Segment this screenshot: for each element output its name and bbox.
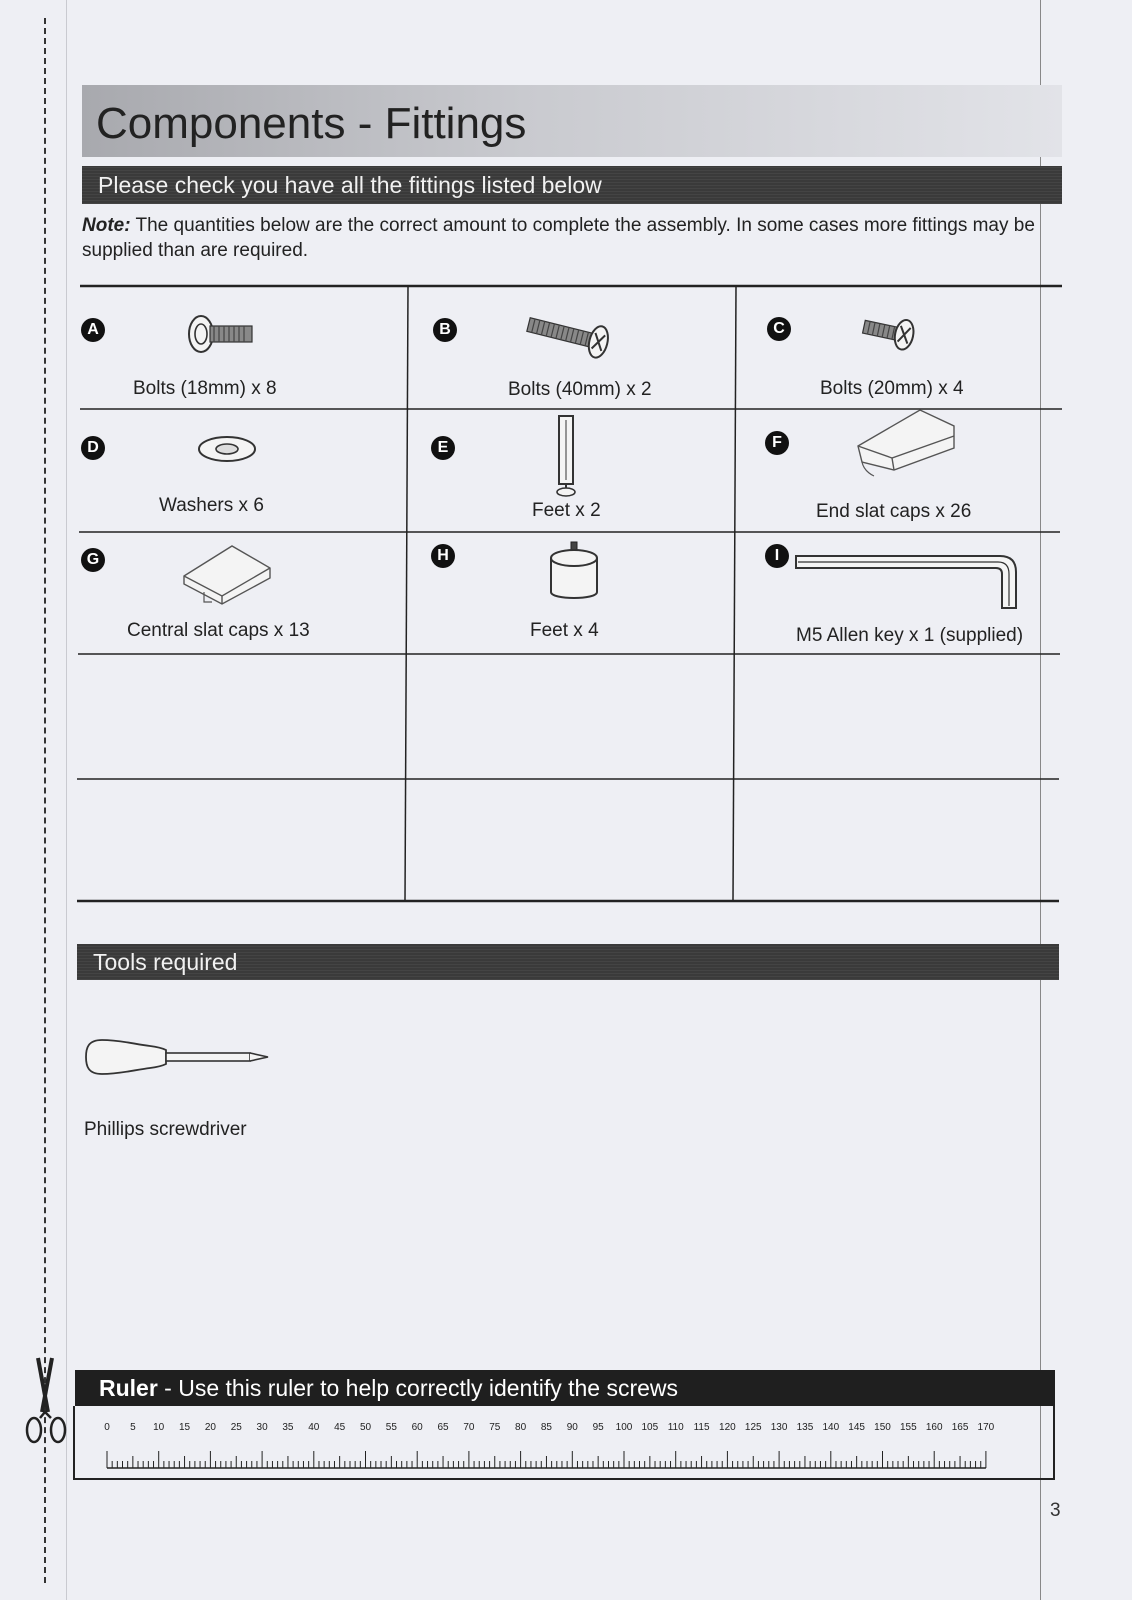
ruler-label: 165 [951,1422,969,1433]
ruler-label: 105 [641,1422,659,1433]
fitting-label-f: End slat caps x 26 [816,501,972,522]
badge-f: F [765,431,789,455]
ruler-label: 50 [359,1422,372,1433]
ruler-label: 70 [463,1422,475,1433]
ruler-label: 120 [719,1422,736,1433]
ruler-label: 90 [566,1422,578,1433]
ruler [75,1406,1055,1478]
bolt-long-icon [524,314,616,366]
badge-d: D [81,436,105,460]
ruler-label: 80 [515,1422,527,1433]
ruler-label: 20 [204,1422,216,1433]
fitting-label-e: Feet x 2 [532,500,601,521]
ruler-label: 35 [282,1422,294,1433]
ruler-label: 75 [489,1422,501,1433]
fitting-label-d: Washers x 6 [159,495,264,516]
ruler-label: 130 [770,1422,788,1433]
ruler-label: 0 [104,1422,110,1433]
ruler-label: 155 [900,1422,917,1433]
ruler-label: 110 [667,1422,684,1433]
ruler-label: 25 [230,1422,242,1433]
ruler-label: 160 [925,1422,943,1433]
badge-h: H [431,544,455,568]
fittings-heading: Please check you have all the fittings listed below [98,172,602,198]
page-number: 3 [1050,1500,1061,1521]
bolt-short-icon [186,313,256,355]
badge-e: E [431,436,455,460]
ruler-label: 170 [977,1422,995,1433]
badge-b: B [433,318,457,342]
short-foot-icon [546,540,602,602]
badge-i: I [765,544,789,568]
ruler-label: 65 [437,1422,449,1433]
ruler-heading-bold: Ruler [99,1375,158,1401]
ruler-heading-bar [75,1370,1055,1406]
tools-heading: Tools required [93,949,238,975]
allen-key-icon [794,550,1020,612]
ruler-label: 145 [848,1422,865,1433]
ruler-label: 85 [540,1422,553,1433]
ruler-label: 30 [256,1422,268,1433]
page-title: Components - Fittings [96,99,527,148]
ruler-label: 95 [592,1422,604,1433]
note-label: Note: [82,215,131,236]
ruler-label: 15 [178,1422,191,1433]
fitting-label-a: Bolts (18mm) x 8 [133,378,277,399]
ruler-label: 55 [385,1422,397,1433]
fitting-label-h: Feet x 4 [530,620,599,641]
tool-label-screwdriver: Phillips screwdriver [84,1119,247,1140]
ruler-heading [99,1375,678,1402]
ruler-label: 115 [693,1422,710,1433]
fitting-label-i: M5 Allen key x 1 (supplied) [796,625,1024,646]
fitting-label-g: Central slat caps x 13 [127,620,310,641]
end-slat-cap-icon [854,406,958,484]
ruler-label: 150 [874,1422,891,1433]
washer-icon [196,432,258,466]
ruler-label: 60 [411,1422,423,1433]
ruler-label: 40 [308,1422,320,1433]
ruler-heading-text: - Use this ruler to help correctly identify the screws [157,1375,679,1401]
ruler-label: 135 [796,1422,814,1433]
ruler-label: 10 [153,1422,165,1433]
bolt-medium-icon [860,312,922,356]
fitting-label-c: Bolts (20mm) x 4 [820,378,964,399]
fitting-label-b: Bolts (40mm) x 2 [508,379,652,400]
ruler-label: 100 [615,1422,633,1433]
central-slat-cap-icon [180,540,274,610]
ruler-label: 140 [822,1422,840,1433]
ruler-label: 45 [334,1422,346,1433]
tall-foot-icon [553,414,581,498]
badge-a: A [81,318,105,342]
screwdriver-icon [84,1036,272,1078]
ruler-label: 5 [130,1422,136,1433]
scissors-icon [18,1356,72,1446]
note-text: The quantities below are the correct amount to complete the assembly. In some cases more fittings may be supplied than are required. [82,215,1035,261]
badge-g: G [81,548,105,572]
badge-c: C [767,317,791,341]
ruler-label: 125 [744,1422,762,1433]
tools-heading-bar [77,944,1059,980]
